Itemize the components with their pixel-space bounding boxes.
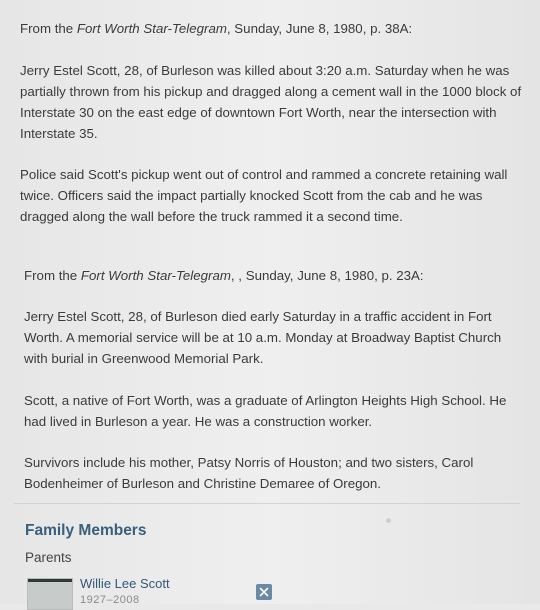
citation-2: [24, 265, 530, 286]
article-2-paragraph: Survivors include his mother, Patsy Norris of Houston; and two sisters, Carol Bodenheimer of Burleson and Christine Demaree of Oregon.: [24, 455, 474, 491]
article-1-paragraph: Jerry Estel Scott, 28, of Burleson was killed about 3:20 a.m. Saturday when he was partially thrown from his pickup and dragged along a cement wall in the 1000 block of Interstate 30 on the east edge of downtown Fort Worth, near the intersection with Interstate 35.: [20, 63, 522, 141]
article-2-paragraph: Scott, a native of Fort Worth, was a graduate of Arlington Heights High School. He had lived in Burleson a year. He was a construction worker.: [24, 393, 507, 429]
article-1-paragraph: Police said Scott's pickup went out of control and rammed a concrete retaining wall twice. Officers said the impact partially knocked Scott from the cab and he was dragged along the wall before the truck rammed it a second time.: [20, 167, 508, 224]
parents-label: Parents: [25, 550, 72, 565]
citation-1-source: Fort Worth Star-Telegram: [76, 21, 227, 36]
article-2-paragraph: Jerry Estel Scott, 28, of Burleson died early Saturday in a traffic accident in Fort Worth. A memorial service will be at 10 a.m. Monday at Broadway Baptist Church with burial in Greenwood Memorial Park.: [24, 309, 502, 366]
citation-1-suffix: , Sunday, June 8, 1980, p. 38A:: [226, 21, 413, 36]
remove-parent-button[interactable]: [256, 584, 272, 600]
citation-1-prefix: From the: [20, 21, 77, 36]
decorative-dot: [386, 518, 391, 523]
citation-2-suffix: , , Sunday, June 8, 1980, p. 23A:: [230, 268, 424, 283]
citation-2-prefix: From the: [24, 268, 81, 283]
parent-dates: 1927–2008: [80, 594, 140, 606]
citation-1: [20, 18, 530, 39]
close-icon: [259, 587, 269, 597]
family-members-heading: Family Members: [25, 522, 147, 539]
section-divider: [14, 503, 520, 504]
citation-2-source: Fort Worth Star-Telegram: [80, 268, 231, 283]
parent-name-link[interactable]: Willie Lee Scott: [80, 576, 170, 591]
parent-photo-thumbnail[interactable]: [27, 578, 73, 610]
